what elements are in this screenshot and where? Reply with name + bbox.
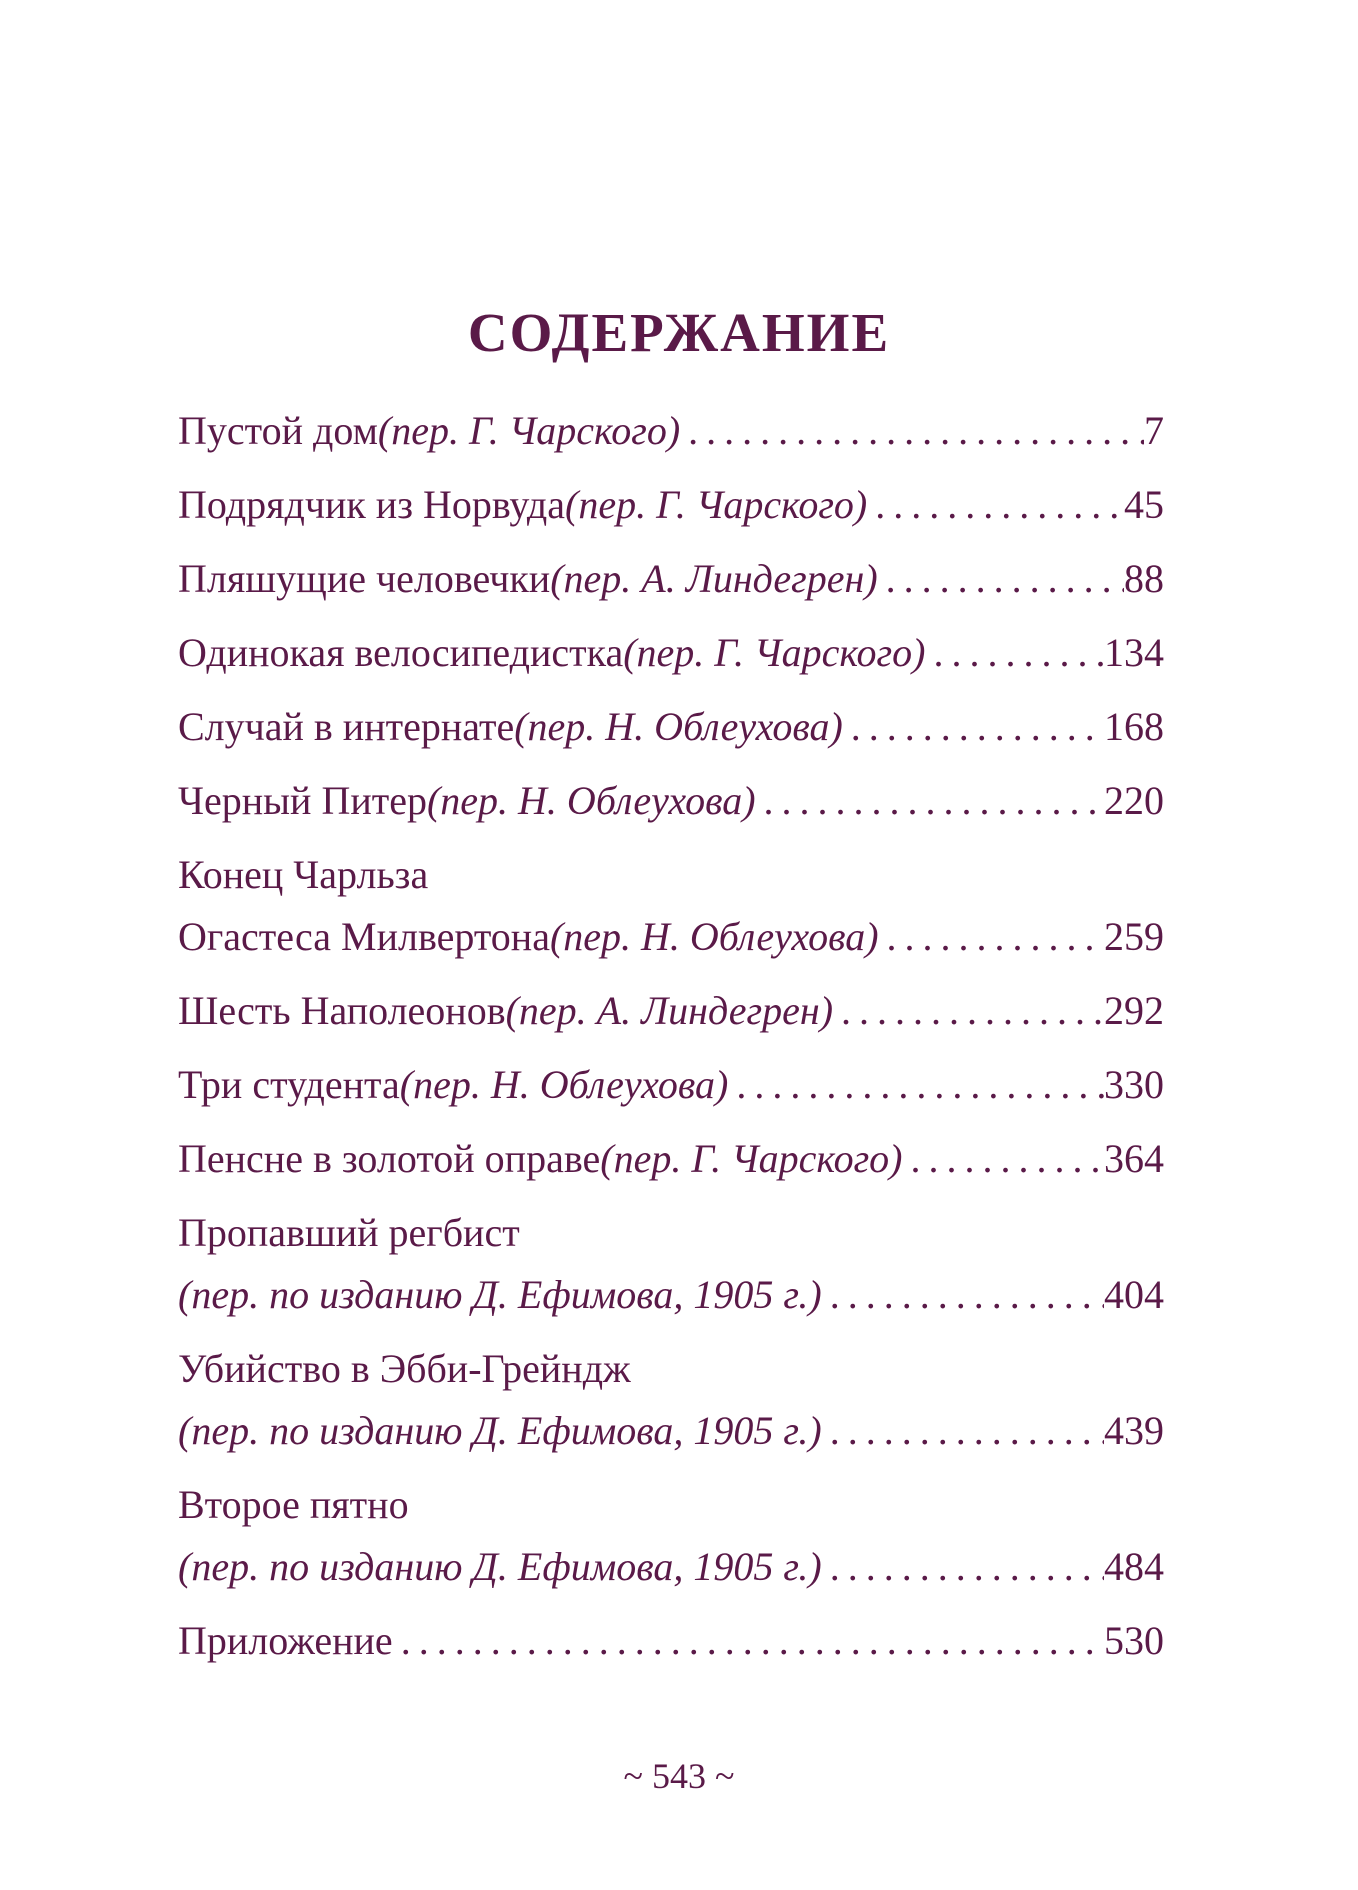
toc-entry-translator: (пер. Н. Облеухова): [426, 778, 756, 823]
toc-entry-page: 364: [1104, 1136, 1164, 1181]
toc-entry: [178, 844, 1164, 968]
toc-entry: [178, 400, 1164, 462]
leader-dots: [822, 1536, 1104, 1598]
toc-entry-title: Черный Питер: [178, 778, 427, 823]
leader-dots: [822, 1400, 1104, 1462]
toc-entry-translator: (пер. по изданию Д. Ефимова, 1905 г.): [178, 1408, 822, 1453]
toc-entry-page: 45: [1124, 482, 1164, 527]
toc-entry: [178, 770, 1164, 832]
leader-dots: [879, 906, 1104, 968]
toc-entry-translator: (пер. Н. Облеухова): [549, 914, 879, 959]
leader-dots: [756, 770, 1104, 832]
toc-entry: [178, 1338, 1164, 1462]
toc-entry: [178, 1054, 1164, 1116]
table-of-contents: [178, 400, 1164, 1684]
leader-dots: [867, 474, 1124, 536]
toc-entry-page: 220: [1104, 778, 1164, 823]
toc-entry-page: 134: [1104, 630, 1164, 675]
toc-entry-title-line1: Второе пятно: [178, 1482, 409, 1527]
toc-entry-translator: (пер. А. Линдегрен): [550, 556, 878, 601]
toc-entry-page: 404: [1104, 1272, 1164, 1317]
toc-line: [178, 1264, 1164, 1326]
leader-dots: [728, 1054, 1104, 1116]
toc-line: [178, 548, 1164, 610]
toc-line: [178, 696, 1164, 758]
toc-line: [178, 474, 1164, 536]
toc-entry-translator: (пер. Г. Чарского): [600, 1136, 903, 1181]
toc-entry: [178, 1128, 1164, 1190]
toc-entry: [178, 1474, 1164, 1598]
toc-entry-page: 7: [1144, 408, 1164, 453]
toc-entry-title: Приложение: [178, 1618, 393, 1663]
toc-line: [178, 1054, 1164, 1116]
toc-entry-translator: (пер. А. Линдегрен): [505, 988, 834, 1033]
toc-line: [178, 1128, 1164, 1190]
leader-dots: [903, 1128, 1105, 1190]
toc-line: [178, 906, 1164, 968]
toc-line: [178, 844, 1164, 906]
toc-entry-translator: (пер. Н. Облеухова): [399, 1062, 729, 1107]
toc-entry: [178, 548, 1164, 610]
toc-entry: [178, 622, 1164, 684]
toc-line: [178, 622, 1164, 684]
toc-entry: [178, 980, 1164, 1042]
toc-entry-title-line1: Убийство в Эбби-Грейндж: [178, 1346, 631, 1391]
toc-entry-translator: (пер. Г. Чарского): [623, 630, 926, 675]
page-title: СОДЕРЖАНИЕ: [467, 302, 891, 363]
toc-entry: [178, 474, 1164, 536]
toc-entry-translator: (пер. Г. Чарского): [377, 408, 681, 453]
page-number: ~ 543 ~: [623, 1756, 735, 1796]
leader-dots: [925, 622, 1104, 684]
toc-entry-page: 168: [1104, 704, 1164, 749]
toc-line: [178, 1338, 1164, 1400]
leader-dots: [680, 400, 1144, 462]
toc-line: [178, 1536, 1164, 1598]
toc-entry-translator: (пер. Н. Облеухова): [514, 704, 843, 749]
toc-entry-title: Подрядчик из Норвуда: [178, 482, 565, 527]
toc-entry-page: 484: [1104, 1544, 1164, 1589]
toc-entry-title: Пляшущие человечки: [178, 556, 551, 601]
toc-entry-page: 259: [1104, 914, 1164, 959]
toc-line: [178, 1474, 1164, 1536]
toc-entry-title: Пенсне в золотой оправе: [178, 1136, 601, 1181]
leader-dots: [878, 548, 1124, 610]
toc-line: [178, 400, 1164, 462]
toc-entry-translator: (пер. Г. Чарского): [565, 482, 868, 527]
toc-entry-title-line1: Пропавший регбист: [178, 1210, 520, 1255]
toc-entry: [178, 1610, 1164, 1672]
toc-entry-title: Пустой дом: [178, 408, 378, 453]
toc-entry-translator: (пер. по изданию Д. Ефимова, 1905 г.): [178, 1544, 822, 1589]
toc-entry-title: Случай в интернате: [178, 704, 515, 749]
toc-entry-title: Шесть Наполеонов: [178, 988, 506, 1033]
toc-line: [178, 1202, 1164, 1264]
toc-entry-page: 439: [1104, 1408, 1164, 1453]
toc-line: [178, 1400, 1164, 1462]
toc-entry-title: Три студента: [178, 1062, 400, 1107]
toc-entry: [178, 696, 1164, 758]
toc-entry-page: 292: [1104, 988, 1164, 1033]
leader-dots: [833, 980, 1104, 1042]
toc-line: [178, 770, 1164, 832]
toc-entry-translator: (пер. по изданию Д. Ефимова, 1905 г.): [178, 1272, 822, 1317]
toc-line: [178, 1610, 1164, 1672]
toc-entry-title: Огастеса Милвертона: [178, 914, 550, 959]
leader-dots: [393, 1610, 1104, 1672]
leader-dots: [822, 1264, 1104, 1326]
leader-dots: [843, 696, 1104, 758]
toc-entry-title-line1: Конец Чарльза: [178, 852, 429, 897]
toc-entry-page: 530: [1104, 1618, 1164, 1663]
toc-line: [178, 980, 1164, 1042]
toc-entry-page: 330: [1104, 1062, 1164, 1107]
toc-entry: [178, 1202, 1164, 1326]
toc-entry-title: Одинокая велосипедистка: [178, 630, 624, 675]
toc-entry-page: 88: [1124, 556, 1164, 601]
